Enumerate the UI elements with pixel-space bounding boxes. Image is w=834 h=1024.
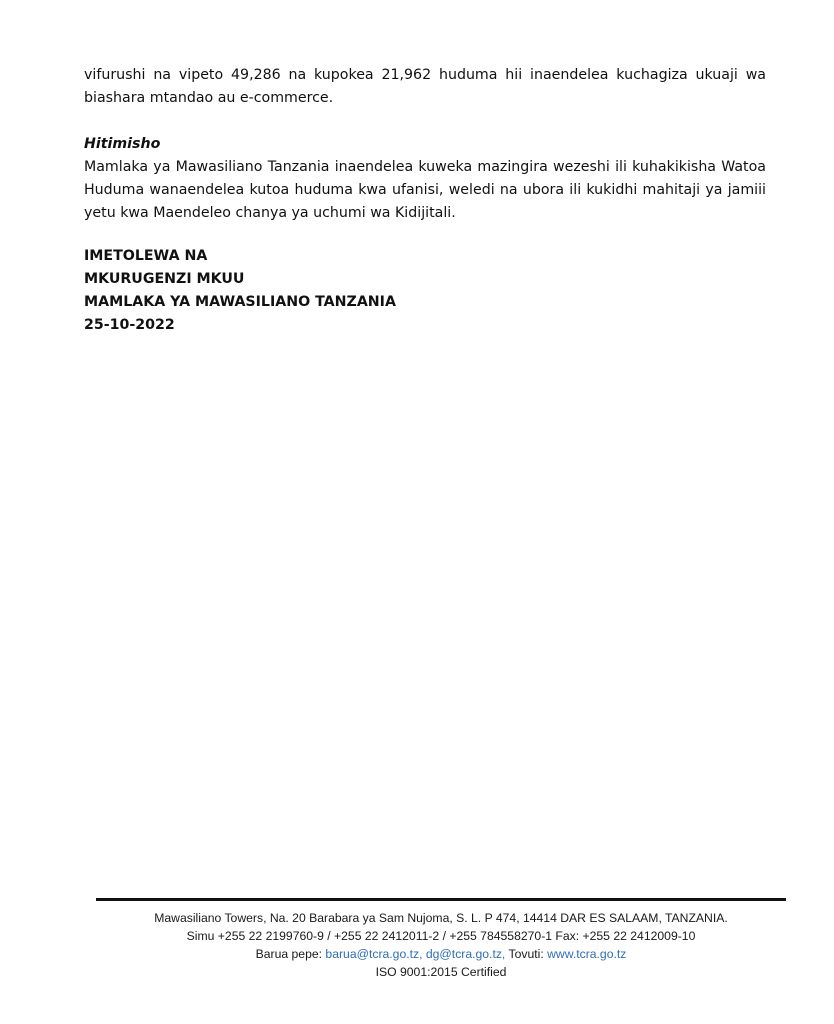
section-heading-hitimisho: Hitimisho [84, 136, 161, 152]
signature-title: MKURUGENZI MKUU [84, 271, 245, 287]
footer-email-barua-link[interactable]: barua@tcra.go.tz [325, 947, 420, 961]
footer-email-label: Barua pepe: [255, 947, 326, 961]
signature-date: 25-10-2022 [84, 317, 175, 333]
letterhead-footer [96, 909, 786, 981]
footer-email-separator: , [419, 947, 426, 961]
footer-email-dg-link[interactable]: dg@tcra.go.tz, [425, 947, 506, 961]
footer-contacts [96, 945, 786, 963]
footer-certification: ISO 9001:2015 Certified [375, 965, 507, 979]
footer-address: Mawasiliano Towers, Na. 20 Barabara ya Sam Nujoma, S. L. P 474, 14414 DAR ES SALAAM, TANZANIA. [154, 911, 728, 925]
footer-phone: Simu +255 22 2199760-9 / +255 22 2412011-2 / +255 784558270-1 Fax: +255 22 2412009-10 [186, 929, 696, 943]
paragraph-ecommerce: vifurushi na vipeto 49,286 na kupokea 21,962 huduma hii inaendelea kuchagiza ukuaji wa biashara mtandao au e-commerce. [84, 67, 766, 106]
signature-issued-by: IMETOLEWA NA [84, 248, 208, 264]
signature-organization: MAMLAKA YA MAWASILIANO TANZANIA [84, 294, 396, 310]
footer-divider [96, 898, 786, 901]
signature-block [84, 245, 396, 337]
paragraph-conclusion: Mamlaka ya Mawasiliano Tanzania inaendelea kuweka mazingira wezeshi ili kuhakikisha Watoa Huduma wanaendelea kutoa huduma kwa ufanisi, weledi na ubora ili kukidhi mahitaji ya jamiii yetu kwa Maendeleo chanya ya uchumi wa Kidijitali. [84, 159, 766, 221]
footer-website-link[interactable]: www.tcra.go.tz [547, 947, 627, 961]
footer-website-label: Tovuti: [505, 947, 548, 961]
